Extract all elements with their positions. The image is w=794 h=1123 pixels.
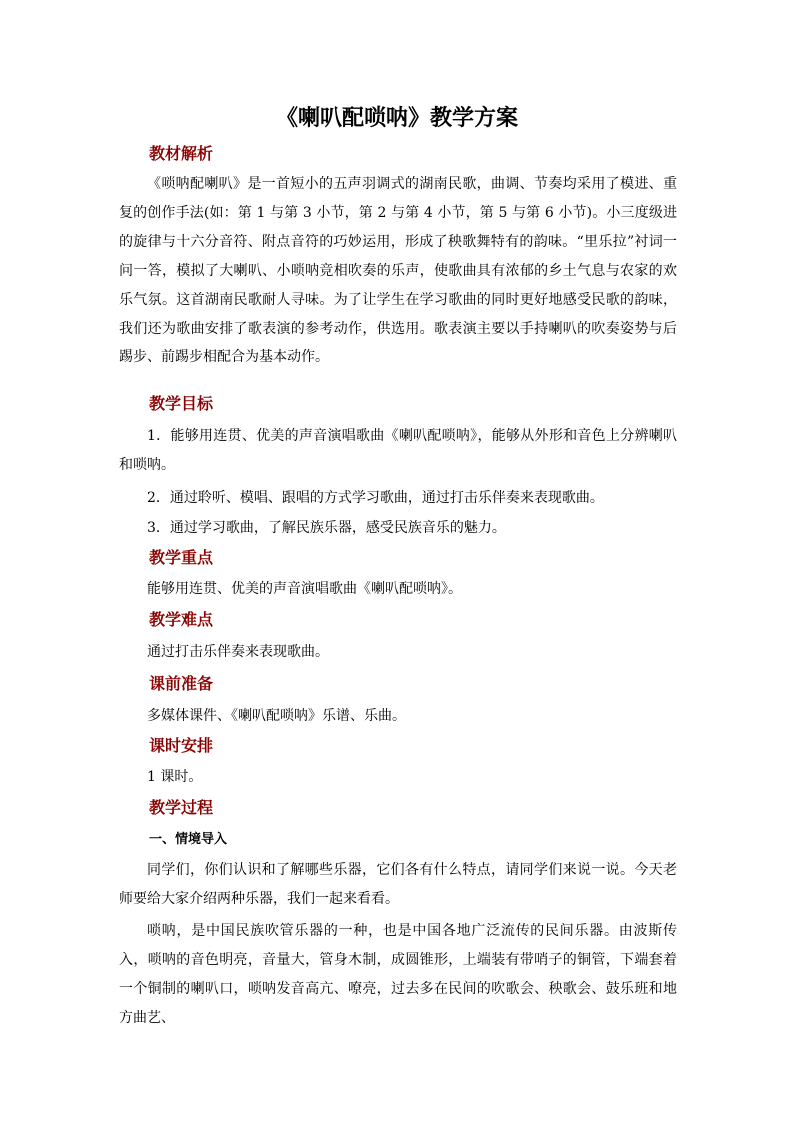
process-step-1-heading: 一、情境导入 [149, 832, 228, 847]
objective-item-1: 1．能够用连贯、优美的声音演唱歌曲《喇叭配唢呐》，能够从外形和音色上分辨喇叭和唢呐。 [119, 428, 677, 473]
section-heading-difficulties: 教学难点 [149, 610, 214, 629]
section-heading-objectives: 教学目标 [149, 394, 214, 413]
process-step-1-paragraph-1: 同学们，你们认识和了解哪些乐器，它们各有什么特点，请同学们来说一说。今天老师要给大家介绍两种乐器，我们一起来看看。 [119, 862, 677, 907]
objective-item-2: 2．通过聆听、模唱、跟唱的方式学习歌曲，通过打击乐伴奏来表现歌曲。 [147, 490, 604, 506]
section-heading-schedule: 课时安排 [149, 736, 214, 755]
section-heading-analysis: 教材解析 [149, 144, 214, 163]
key-points-text: 能够用连贯、优美的声音演唱歌曲《喇叭配唢呐》。 [147, 581, 462, 597]
section-heading-process: 教学过程 [149, 798, 214, 817]
objective-item-3: 3．通过学习歌曲，了解民族乐器，感受民族音乐的魅力。 [147, 520, 506, 536]
document-title: 《喇叭配唢呐》教学方案 [275, 105, 518, 131]
section-heading-preparation: 课前准备 [149, 674, 214, 693]
preparation-text: 多媒体课件、《喇叭配唢呐》乐谱、乐曲。 [147, 708, 406, 724]
analysis-paragraph: 《唢呐配喇叭》是一首短小的五声羽调式的湖南民歌，曲调、节奏均采用了模进、重复的创作手法(如：第 1 与第 3 小节，第 2 与第 4 小节，第 5 与第 6 小节)。小三度级进的旋律与十六分音符、附点音符的巧妙运用，形成了秧歌舞特有的韵味。“里乐拉”衬词一问一答，模拟了大喇叭、小唢呐竞相吹奏的乐声，使歌曲具有浓郁的乡土气息与农家的欢乐气氛。这首湖南民歌耐人寻味。为了让学生在学习歌曲的同时更好地感受民歌的韵味，我们还为歌曲安排了歌表演的参考动作，供选用。歌表演主要以手持喇叭的吹奏姿势与后踢步、前踢步相配合为基本动作。 [119, 176, 677, 366]
schedule-text: 1 课时。 [147, 769, 203, 785]
process-step-1-paragraph-2: 唢呐，是中国民族吹管乐器的一种，也是中国各地广泛流传的民间乐器。由波斯传入，唢呐的音色明亮，音量大，管身木制，成圆锥形，上端装有带哨子的铜管，下端套着一个铜制的喇叭口，唢呐发音高亢、嘹亮，过去多在民间的吹歌会、秧歌会、鼓乐班和地方曲艺、 [119, 923, 677, 1026]
difficulties-text: 通过打击乐伴奏来表现歌曲。 [147, 644, 329, 660]
section-heading-key-points: 教学重点 [149, 548, 214, 567]
